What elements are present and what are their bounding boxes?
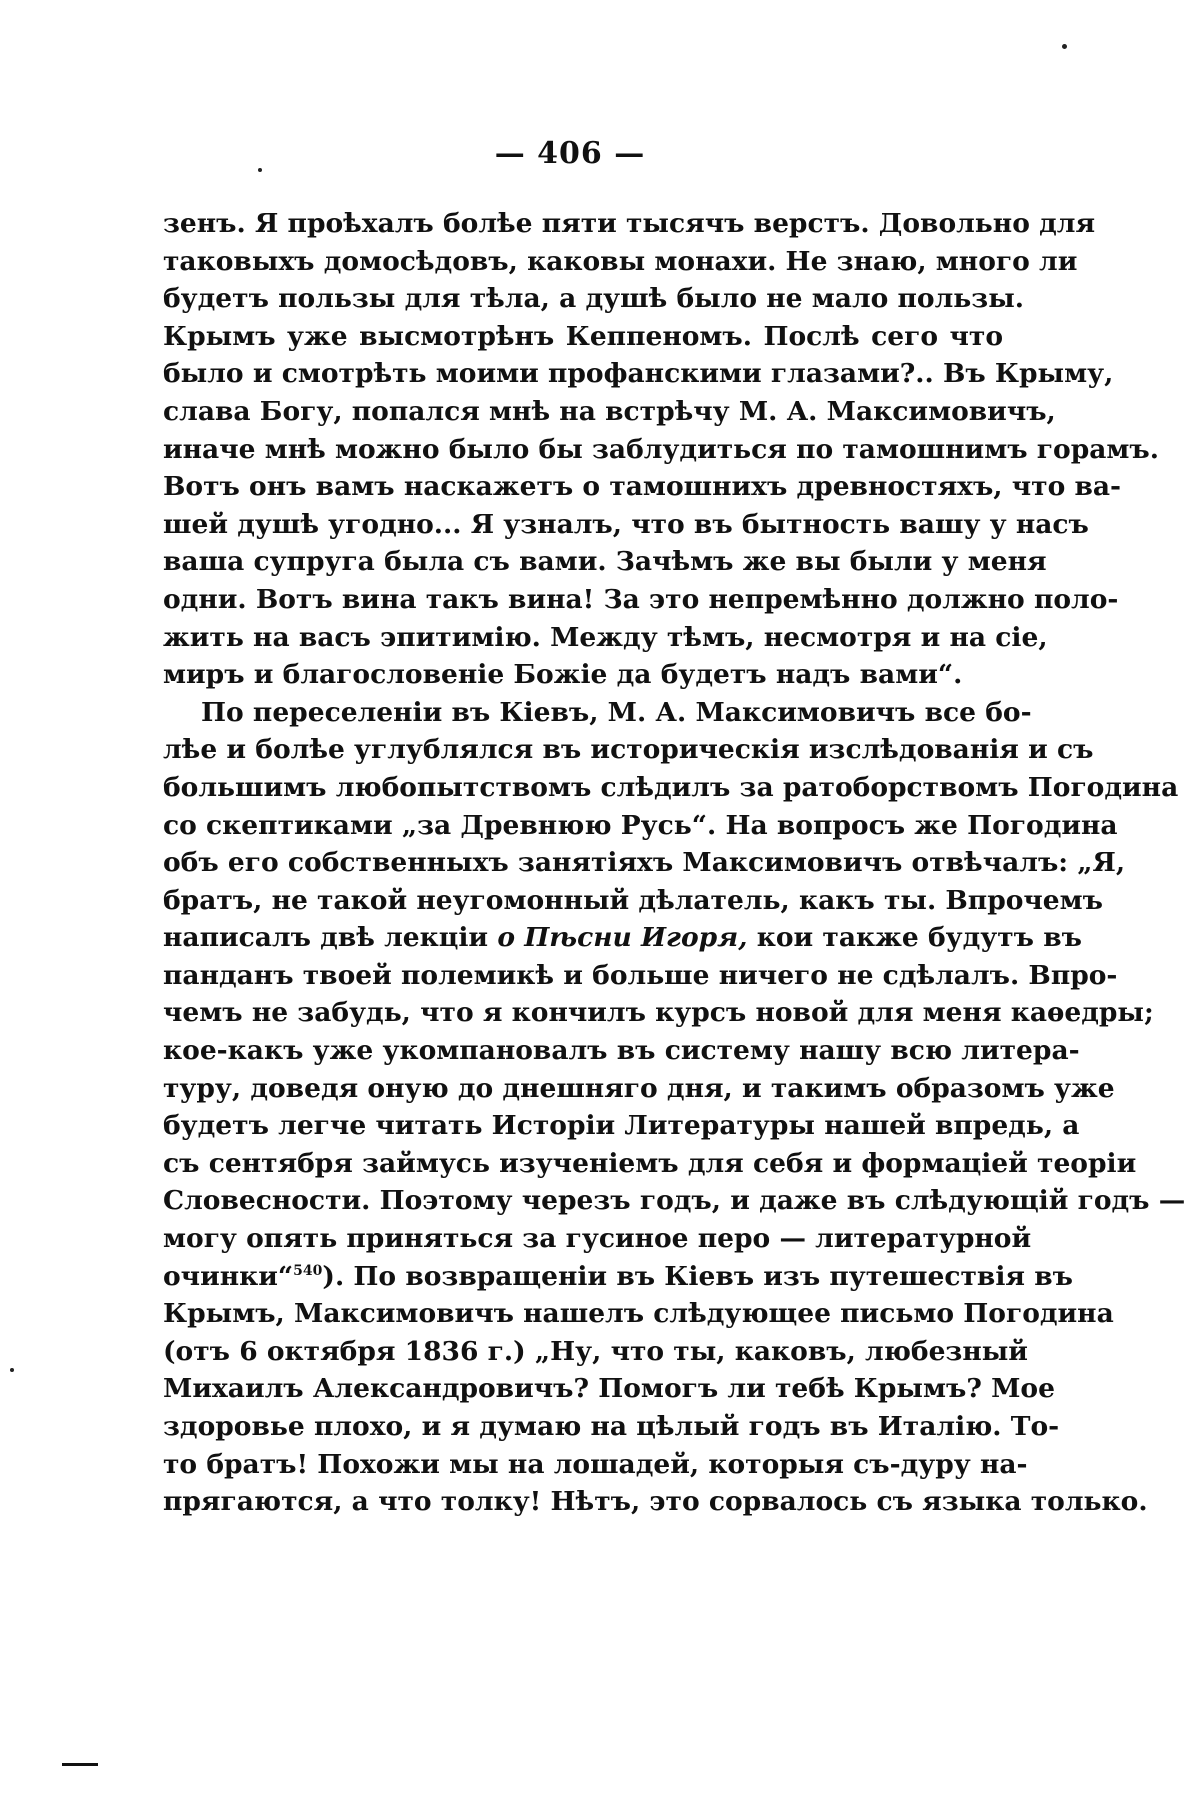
text-fragment: ). По возвращеніи въ Кіевъ изъ путешествія въ — [322, 1260, 1073, 1292]
text-line: объ его собственныхъ занятіяхъ Максимовичъ отвѣчалъ: „Я, — [163, 847, 1126, 879]
text-line: ваша супруга была съ вами. Зачѣмъ же вы были у меня — [163, 546, 1047, 578]
text-line: зенъ. Я проѣхалъ болѣе пяти тысячъ верстъ. Довольно для — [163, 208, 1096, 239]
text-line: одни. Вотъ вина такъ вина! За это непремѣнно должно поло- — [163, 583, 1119, 615]
text-line: туру, доведя оную до днешняго дня, и такимъ образомъ уже — [163, 1072, 1115, 1104]
text-line — [163, 919, 1082, 957]
text-line: Михаилъ Александровичъ? Помогъ ли тебѣ Крымъ? Мое — [163, 1373, 1055, 1405]
text-line — [163, 1258, 1073, 1296]
text-line: миръ и благословеніе Божіе да будетъ надъ вами“. — [163, 659, 963, 691]
paragraph — [163, 694, 1185, 1521]
text-line: будетъ легче читать Исторіи Литературы нашей впредь, а — [163, 1110, 1080, 1142]
text-line: братъ, не такой неугомонный дѣлатель, какъ ты. Впрочемъ — [163, 884, 1103, 916]
work-title: о Пѣсни Игоря, — [497, 922, 748, 954]
text-line: съ сентября займусь изученіемъ для себя и формаціей теоріи — [163, 1147, 1137, 1179]
paragraph — [163, 205, 1159, 694]
text-line: лѣе и болѣе углублялся въ историческія изслѣдованія и съ — [163, 734, 1094, 766]
text-line: кое-какъ уже укомпановалъ въ систему нашу всю литера- — [163, 1035, 1080, 1067]
text-fragment: написалъ двѣ лекціи — [163, 922, 489, 954]
text-line: прягаются, а что толку! Нѣтъ, это сорвалось съ языка только. — [163, 1486, 1148, 1518]
text-line: По переселеніи въ Кіевъ, М. А. Максимовичъ все бо- — [201, 696, 1032, 728]
text-line: (отъ 6 октября 1836 г.) „Ну, что ты, каковъ, любезный — [163, 1335, 1028, 1367]
margin-dash-mark — [62, 1763, 98, 1766]
text-line: таковыхъ домосѣдовъ, каковы монахи. Не знаю, много ли — [163, 245, 1078, 277]
text-fragment: очинки“ — [163, 1260, 294, 1292]
page-number: — 406 — — [494, 136, 646, 171]
text-line: панданъ твоей полемикѣ и больше ничего не сдѣлалъ. Впро- — [163, 959, 1118, 991]
text-line: жить на васъ эпитимію. Между тѣмъ, несмотря и на сіе, — [163, 621, 1048, 653]
text-fragment: кои также будутъ въ — [756, 922, 1082, 954]
footnote-ref: 540 — [293, 1262, 323, 1279]
text-line: здоровье плохо, и я думаю на цѣлый годъ въ Италію. То- — [163, 1411, 1060, 1442]
text-line: было и смотрѣть моими профанскими глазами?.. Въ Крыму, — [163, 358, 1114, 390]
text-line: со скептиками „за Древнюю Русь“. На вопросъ же Погодина — [163, 809, 1118, 841]
text-line: могу опять приняться за гусиное перо — литературной — [163, 1223, 1032, 1255]
text-line: слава Богу, попался мнѣ на встрѣчу М. А. Максимовичъ, — [163, 395, 1056, 427]
text-line: Крымъ уже высмотрѣнъ Кеппеномъ. Послѣ сего что — [163, 320, 1003, 352]
scan-speck — [1062, 44, 1067, 49]
text-line: Словесности. Поэтому черезъ годъ, и даже въ слѣдующій годъ — — [163, 1185, 1185, 1217]
text-line: иначе мнѣ можно было бы заблудиться по тамошнимъ горамъ. — [163, 433, 1159, 465]
text-line: Вотъ онъ вамъ наскажетъ о тамошнихъ древностяхъ, что ва- — [163, 471, 1122, 503]
scan-speck — [10, 1368, 14, 1372]
text-line: чемъ не забудь, что я кончилъ курсъ новой для меня каѳедры; — [163, 997, 1154, 1029]
text-line: шей душѣ угодно... Я узналъ, что въ бытность вашу у насъ — [163, 508, 1089, 540]
text-line: большимъ любопытствомъ слѣдилъ за ратоборствомъ Погодина — [163, 771, 1179, 803]
text-line: Крымъ, Максимовичъ нашелъ слѣдующее письмо Погодина — [163, 1298, 1114, 1330]
body-text — [163, 205, 1185, 1521]
text-line: будетъ пользы для тѣла, а душѣ было не мало пользы. — [163, 283, 1024, 315]
text-line: то братъ! Похожи мы на лошадей, которыя съ-дуру на- — [163, 1448, 1028, 1480]
